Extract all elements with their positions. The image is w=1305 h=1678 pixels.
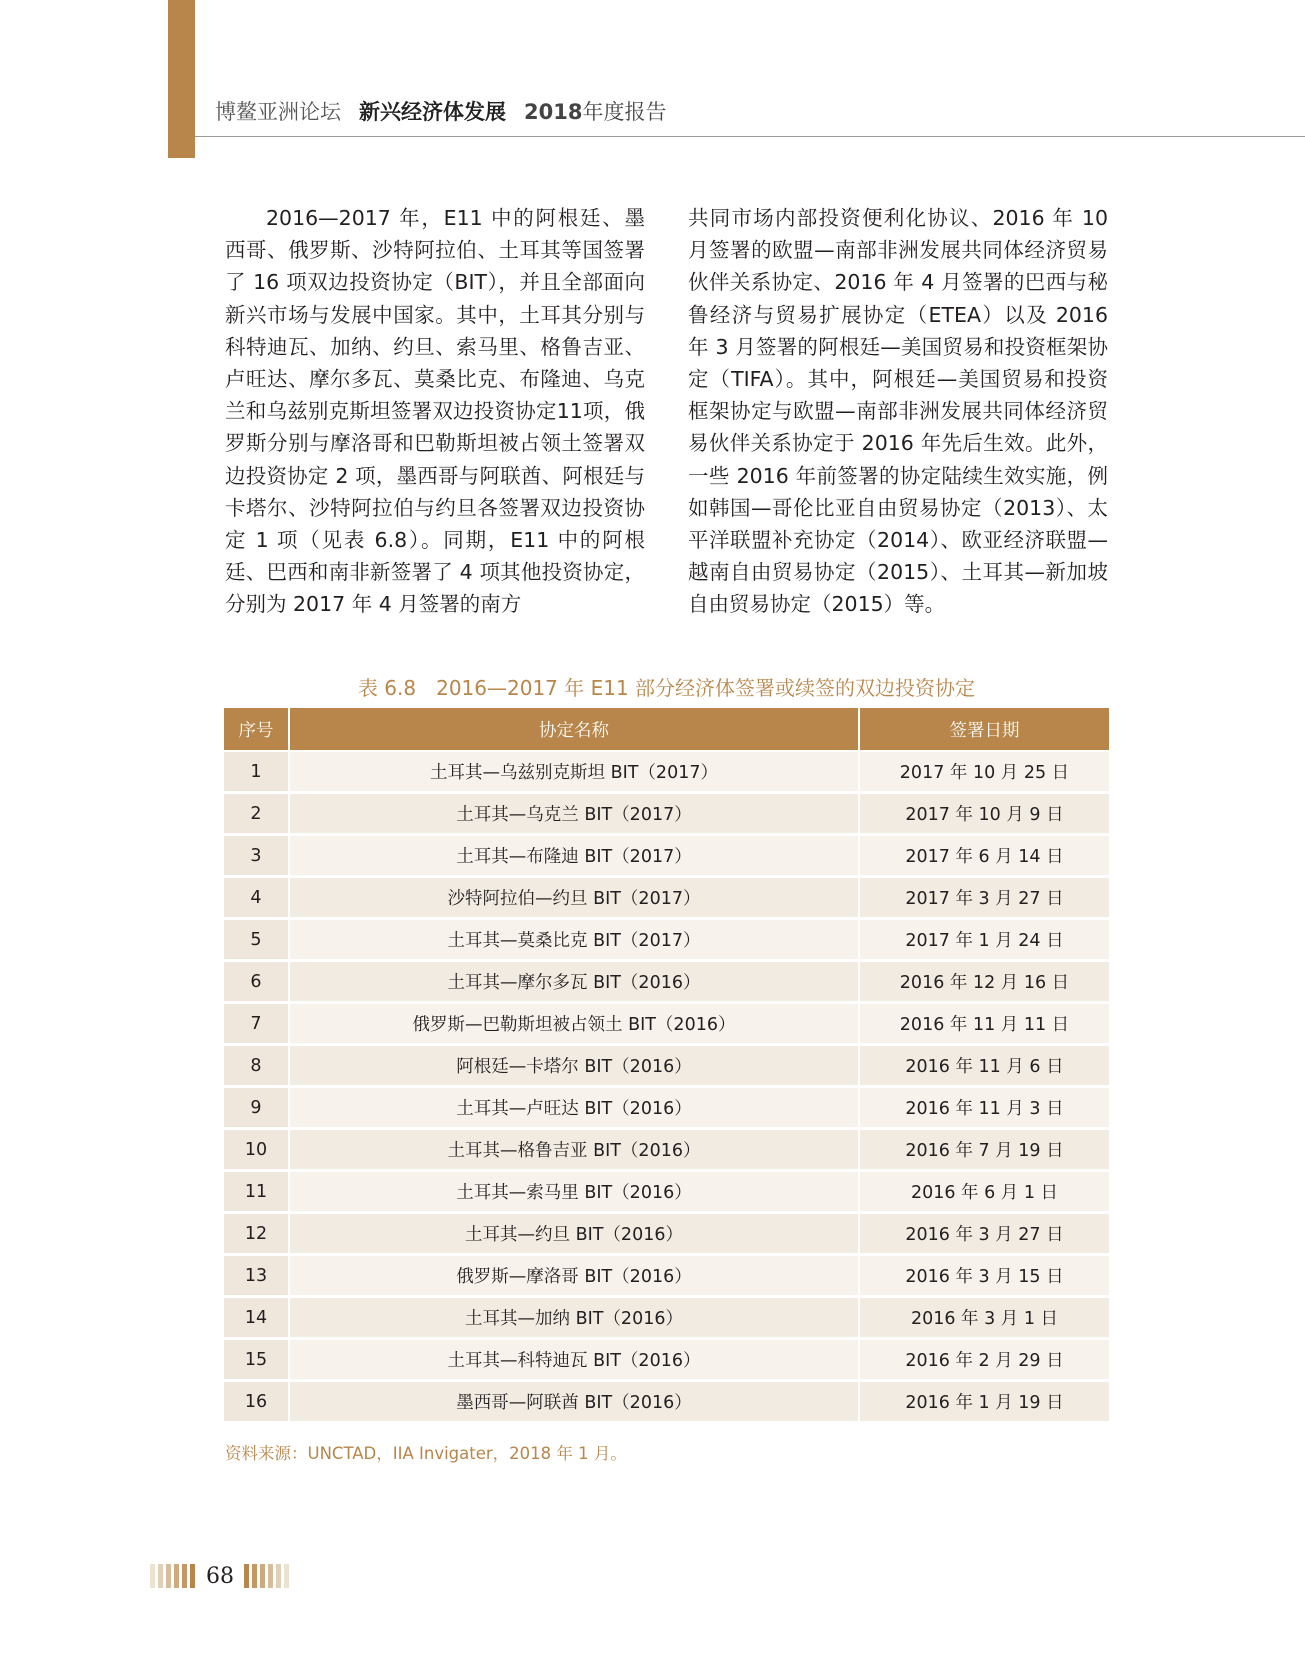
footer-stripes-left bbox=[150, 1564, 198, 1588]
cell-agreement-name: 土耳其—摩尔多瓦 BIT（2016） bbox=[289, 961, 859, 1003]
header-report-series: 新兴经济体发展 bbox=[359, 99, 506, 124]
cell-seq: 7 bbox=[224, 1003, 289, 1045]
footer-stripe bbox=[182, 1564, 187, 1588]
cell-seq: 1 bbox=[224, 751, 289, 793]
cell-agreement-name: 土耳其—索马里 BIT（2016） bbox=[289, 1171, 859, 1213]
cell-sign-date: 2016 年 2 月 29 日 bbox=[859, 1339, 1109, 1381]
cell-sign-date: 2016 年 12 月 16 日 bbox=[859, 961, 1109, 1003]
table-row bbox=[224, 1297, 1109, 1339]
cell-sign-date: 2016 年 11 月 3 日 bbox=[859, 1087, 1109, 1129]
cell-agreement-name: 俄罗斯—巴勒斯坦被占领土 BIT（2016） bbox=[289, 1003, 859, 1045]
cell-agreement-name: 阿根廷—卡塔尔 BIT（2016） bbox=[289, 1045, 859, 1087]
cell-seq: 15 bbox=[224, 1339, 289, 1381]
table-row bbox=[224, 1129, 1109, 1171]
cell-seq: 11 bbox=[224, 1171, 289, 1213]
header-accent-bar bbox=[168, 0, 195, 158]
table-header-row bbox=[224, 707, 1109, 751]
column-header-seq: 序号 bbox=[224, 707, 289, 751]
cell-sign-date: 2017 年 6 月 14 日 bbox=[859, 835, 1109, 877]
footer-stripe bbox=[268, 1564, 273, 1588]
table-row bbox=[224, 751, 1109, 793]
table-row bbox=[224, 1339, 1109, 1381]
table-row bbox=[224, 1087, 1109, 1129]
table-row bbox=[224, 1213, 1109, 1255]
table-row bbox=[224, 877, 1109, 919]
footer-stripe bbox=[252, 1564, 257, 1588]
table-row bbox=[224, 961, 1109, 1003]
cell-agreement-name: 土耳其—布隆迪 BIT（2017） bbox=[289, 835, 859, 877]
cell-agreement-name: 土耳其—乌兹别克斯坦 BIT（2017） bbox=[289, 751, 859, 793]
cell-seq: 3 bbox=[224, 835, 289, 877]
footer-stripe bbox=[174, 1564, 179, 1588]
table-row bbox=[224, 919, 1109, 961]
cell-sign-date: 2016 年 6 月 1 日 bbox=[859, 1171, 1109, 1213]
cell-seq: 8 bbox=[224, 1045, 289, 1087]
column-header-date: 签署日期 bbox=[859, 707, 1109, 751]
table-row bbox=[224, 835, 1109, 877]
footer-stripe bbox=[150, 1564, 155, 1588]
cell-seq: 9 bbox=[224, 1087, 289, 1129]
footer-stripe bbox=[166, 1564, 171, 1588]
cell-seq: 5 bbox=[224, 919, 289, 961]
running-header bbox=[215, 96, 666, 126]
cell-sign-date: 2017 年 10 月 25 日 bbox=[859, 751, 1109, 793]
column-header-name: 协定名称 bbox=[289, 707, 859, 751]
cell-sign-date: 2017 年 10 月 9 日 bbox=[859, 793, 1109, 835]
cell-sign-date: 2016 年 3 月 15 日 bbox=[859, 1255, 1109, 1297]
table-row bbox=[224, 793, 1109, 835]
footer-stripe bbox=[158, 1564, 163, 1588]
table-row bbox=[224, 1171, 1109, 1213]
cell-sign-date: 2016 年 1 月 19 日 bbox=[859, 1381, 1109, 1423]
page-number: 68 bbox=[206, 1563, 234, 1589]
table-caption: 表 6.8 2016—2017 年 E11 部分经济体签署或续签的双边投资协定 bbox=[357, 676, 976, 700]
footer-stripe bbox=[244, 1564, 249, 1588]
cell-sign-date: 2016 年 11 月 11 日 bbox=[859, 1003, 1109, 1045]
cell-agreement-name: 土耳其—约旦 BIT（2016） bbox=[289, 1213, 859, 1255]
cell-agreement-name: 沙特阿拉伯—约旦 BIT（2017） bbox=[289, 877, 859, 919]
body-right-column bbox=[688, 202, 1108, 621]
cell-sign-date: 2017 年 1 月 24 日 bbox=[859, 919, 1109, 961]
table-row bbox=[224, 1045, 1109, 1087]
header-report-suffix: 年度报告 bbox=[582, 100, 667, 124]
cell-agreement-name: 土耳其—乌克兰 BIT（2017） bbox=[289, 793, 859, 835]
cell-sign-date: 2016 年 11 月 6 日 bbox=[859, 1045, 1109, 1087]
footer-stripe bbox=[190, 1564, 195, 1588]
cell-seq: 10 bbox=[224, 1129, 289, 1171]
cell-sign-date: 2016 年 3 月 1 日 bbox=[859, 1297, 1109, 1339]
body-left-column bbox=[225, 202, 645, 621]
cell-seq: 12 bbox=[224, 1213, 289, 1255]
footer-stripe bbox=[276, 1564, 281, 1588]
header-report-year: 2018 bbox=[524, 100, 583, 124]
cell-sign-date: 2016 年 3 月 27 日 bbox=[859, 1213, 1109, 1255]
footer-stripe bbox=[284, 1564, 289, 1588]
cell-agreement-name: 俄罗斯—摩洛哥 BIT（2016） bbox=[289, 1255, 859, 1297]
cell-seq: 16 bbox=[224, 1381, 289, 1423]
header-forum: 博鳌亚洲论坛 bbox=[215, 100, 341, 124]
page-footer bbox=[150, 1563, 292, 1589]
table-row bbox=[224, 1381, 1109, 1423]
cell-agreement-name: 土耳其—卢旺达 BIT（2016） bbox=[289, 1087, 859, 1129]
cell-sign-date: 2017 年 3 月 27 日 bbox=[859, 877, 1109, 919]
cell-seq: 13 bbox=[224, 1255, 289, 1297]
header-rule bbox=[195, 136, 1305, 137]
agreements-table bbox=[224, 706, 1109, 1424]
body-paragraph-left: 2016—2017 年，E11 中的阿根廷、墨西哥、俄罗斯、沙特阿拉伯、土耳其等国签署了 16 项双边投资协定（BIT），并且全部面向新兴市场与发展中国家。其中，土耳其分别与科特迪瓦、加纳、约旦、索马里、格鲁吉亚、卢旺达、摩尔多瓦、莫桑比克、布隆迪、乌克兰和乌兹别克斯坦签署双边投资协定11项，俄罗斯分别与摩洛哥和巴勒斯坦被占领土签署双边投资协定 2 项，墨西哥与阿联酋、阿根廷与卡塔尔、沙特阿拉伯与约旦各签署双边投资协定 1 项（见表 6.8）。同期，E11 中的阿根廷、巴西和南非新签署了 4 项其他投资协定，分别为 2017 年 4 月签署的南方 bbox=[225, 206, 645, 617]
header-report-year-block bbox=[524, 100, 666, 124]
table-row bbox=[224, 1003, 1109, 1045]
table-source-note: 资料来源：UNCTAD，IIA Invigater，2018 年 1 月。 bbox=[225, 1444, 627, 1463]
footer-stripe bbox=[260, 1564, 265, 1588]
cell-seq: 2 bbox=[224, 793, 289, 835]
cell-seq: 6 bbox=[224, 961, 289, 1003]
cell-agreement-name: 土耳其—科特迪瓦 BIT（2016） bbox=[289, 1339, 859, 1381]
body-paragraph-right: 共同市场内部投资便利化协议、2016 年 10 月签署的欧盟—南部非洲发展共同体经济贸易伙伴关系协定、2016 年 4 月签署的巴西与秘鲁经济与贸易扩展协定（ETEA）以及 2016 年 3 月签署的阿根廷—美国贸易和投资框架协定（TIFA）。其中，阿根廷—美国贸易和投资框架协定与欧盟—南部非洲发展共同体经济贸易伙伴关系协定于 2016 年先后生效。此外，一些 2016 年前签署的协定陆续生效实施，例如韩国—哥伦比亚自由贸易协定（2013）、太平洋联盟补充协定（2014）、欧亚经济联盟—越南自由贸易协定（2015）、土耳其—新加坡自由贸易协定（2015）等。 bbox=[688, 206, 1108, 617]
cell-seq: 4 bbox=[224, 877, 289, 919]
cell-agreement-name: 土耳其—莫桑比克 BIT（2017） bbox=[289, 919, 859, 961]
cell-agreement-name: 土耳其—加纳 BIT（2016） bbox=[289, 1297, 859, 1339]
cell-seq: 14 bbox=[224, 1297, 289, 1339]
cell-sign-date: 2016 年 7 月 19 日 bbox=[859, 1129, 1109, 1171]
cell-agreement-name: 土耳其—格鲁吉亚 BIT（2016） bbox=[289, 1129, 859, 1171]
table-body bbox=[224, 751, 1109, 1423]
footer-stripes-right bbox=[244, 1564, 292, 1588]
table-row bbox=[224, 1255, 1109, 1297]
cell-agreement-name: 墨西哥—阿联酋 BIT（2016） bbox=[289, 1381, 859, 1423]
